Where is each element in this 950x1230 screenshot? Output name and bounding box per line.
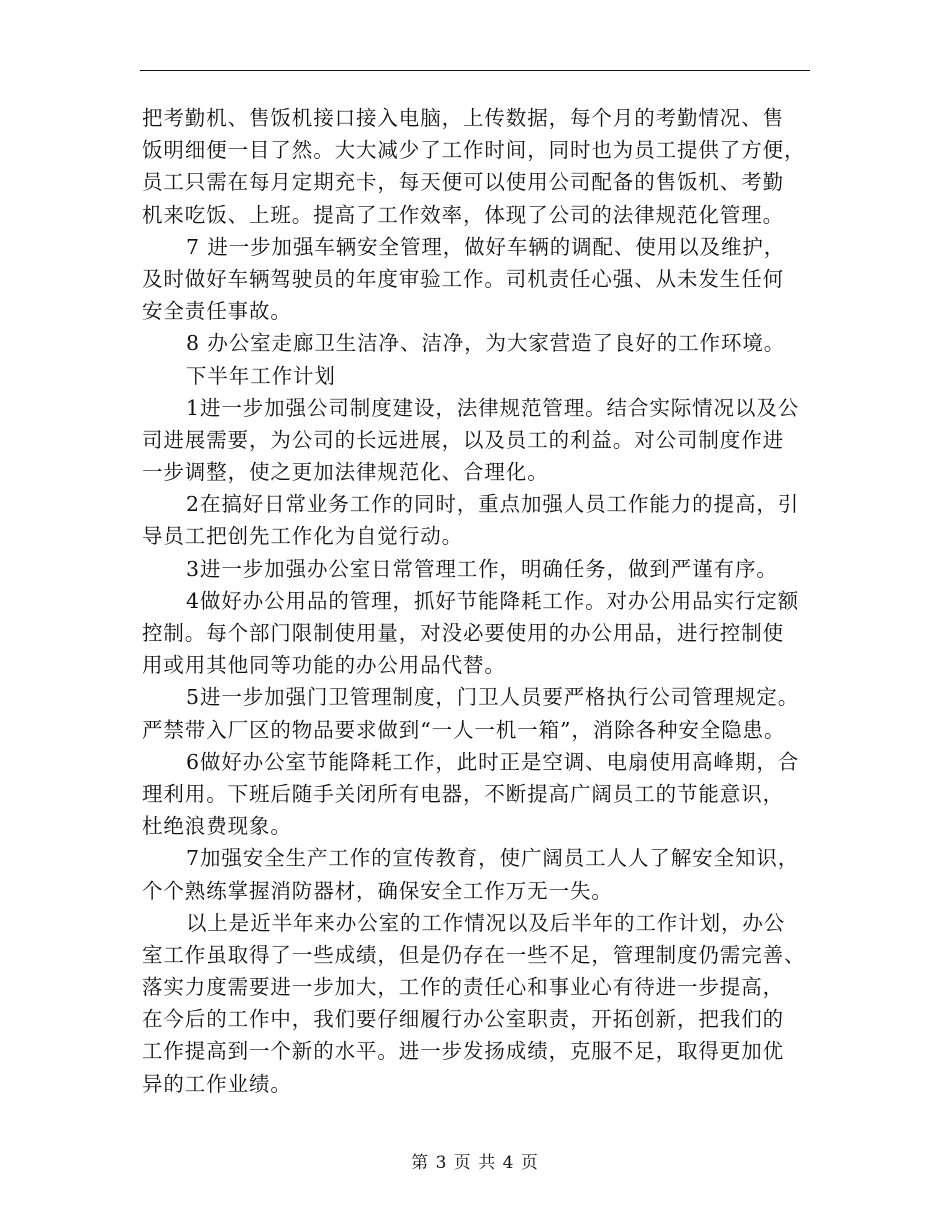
text-line: 杜绝浪费现象。: [142, 814, 292, 839]
text-line: 把考勤机、售饭机接口接入电脑，上传数据，每个月的考勤情况、售: [142, 106, 784, 130]
text-line: 严禁带入厂区的物品要求做到“一人一机一箱”，消除各种安全隐患。: [142, 717, 786, 742]
header-rule: [140, 70, 810, 71]
text-line: 7 进一步加强车辆安全管理，做好车辆的调配、使用以及维护，: [186, 234, 786, 259]
text-line: 3进一步加强办公室日常管理工作，明确任务，做到严谨有序。: [186, 556, 778, 581]
text-line: 安全责任事故。: [142, 299, 292, 324]
text-line: 7加强安全生产工作的宣传教育，使广阔员工人人了解安全知识，: [186, 846, 800, 871]
text-line: 2在搞好日常业务工作的同时，重点加强人员工作能力的提高，引: [186, 492, 800, 517]
text-line: 6做好办公室节能降耗工作，此时正是空调、电扇使用高峰期，合: [186, 749, 800, 774]
text-line: 4做好办公用品的管理，抓好节能降耗工作。对办公用品实行定额: [186, 588, 800, 613]
text-line: 控制。每个部门限制使用量，对没必要使用的办公用品，进行控制使: [142, 621, 784, 645]
text-line: 落实力度需要进一步加大，工作的责任心和事业心有待进一步提高，: [142, 975, 784, 1000]
text-line: 在今后的工作中，我们要仔细履行办公室职责，开拓创新，把我们的: [142, 1007, 784, 1032]
text-line: 机来吃饭、上班。提高了工作效率，体现了公司的法律规范化管理。: [142, 202, 784, 227]
text-line: 1进一步加强公司制度建设，法律规范管理。结合实际情况以及公: [186, 395, 800, 420]
text-line: 饭明细便一目了然。大大减少了工作时间，同时也为员工提供了方便，: [142, 138, 806, 163]
body-text: [142, 102, 822, 1100]
text-line: 室工作虽取得了一些成绩，但是仍存在一些不足，管理制度仍需完善、: [142, 942, 806, 967]
text-line: 理利用。下班后随手关闭所有电器，不断提高广阔员工的节能意识，: [142, 781, 784, 806]
text-line: 工作提高到一个新的水平。进一步发扬成绩，克服不足，取得更加优: [142, 1039, 784, 1064]
text-line: 个个熟练掌握消防器材，确保安全工作万无一失。: [142, 878, 613, 903]
text-line: 一步调整，使之更加法律规范化、合理化。: [142, 460, 549, 485]
text-line: 5进一步加强门卫管理制度，门卫人员要严格执行公司管理规定。: [186, 685, 800, 710]
text-line: 以上是近半年来办公室的工作情况以及后半年的工作计划，办公: [186, 910, 786, 935]
text-line: 异的工作业绩。: [142, 1071, 292, 1096]
text-line: 用或用其他同等功能的办公用品代替。: [142, 653, 506, 678]
page-number-footer: 第 3 页 共 4 页: [411, 1153, 539, 1173]
text-line: 员工只需在每月定期充卡，每天便可以使用公司配备的售饭机、考勤: [142, 170, 784, 195]
text-line: 8 办公室走廊卫生洁净、洁净，为大家营造了良好的工作环境。: [186, 331, 786, 356]
section-heading: 下半年工作计划: [186, 363, 336, 388]
text-line: 及时做好车辆驾驶员的年度审验工作。司机责任心强、从未发生任何: [142, 266, 784, 291]
text-line: 导员工把创先工作化为自觉行动。: [142, 524, 463, 549]
text-line: 司进展需要，为公司的长远进展，以及员工的利益。对公司制度作进: [142, 427, 784, 452]
